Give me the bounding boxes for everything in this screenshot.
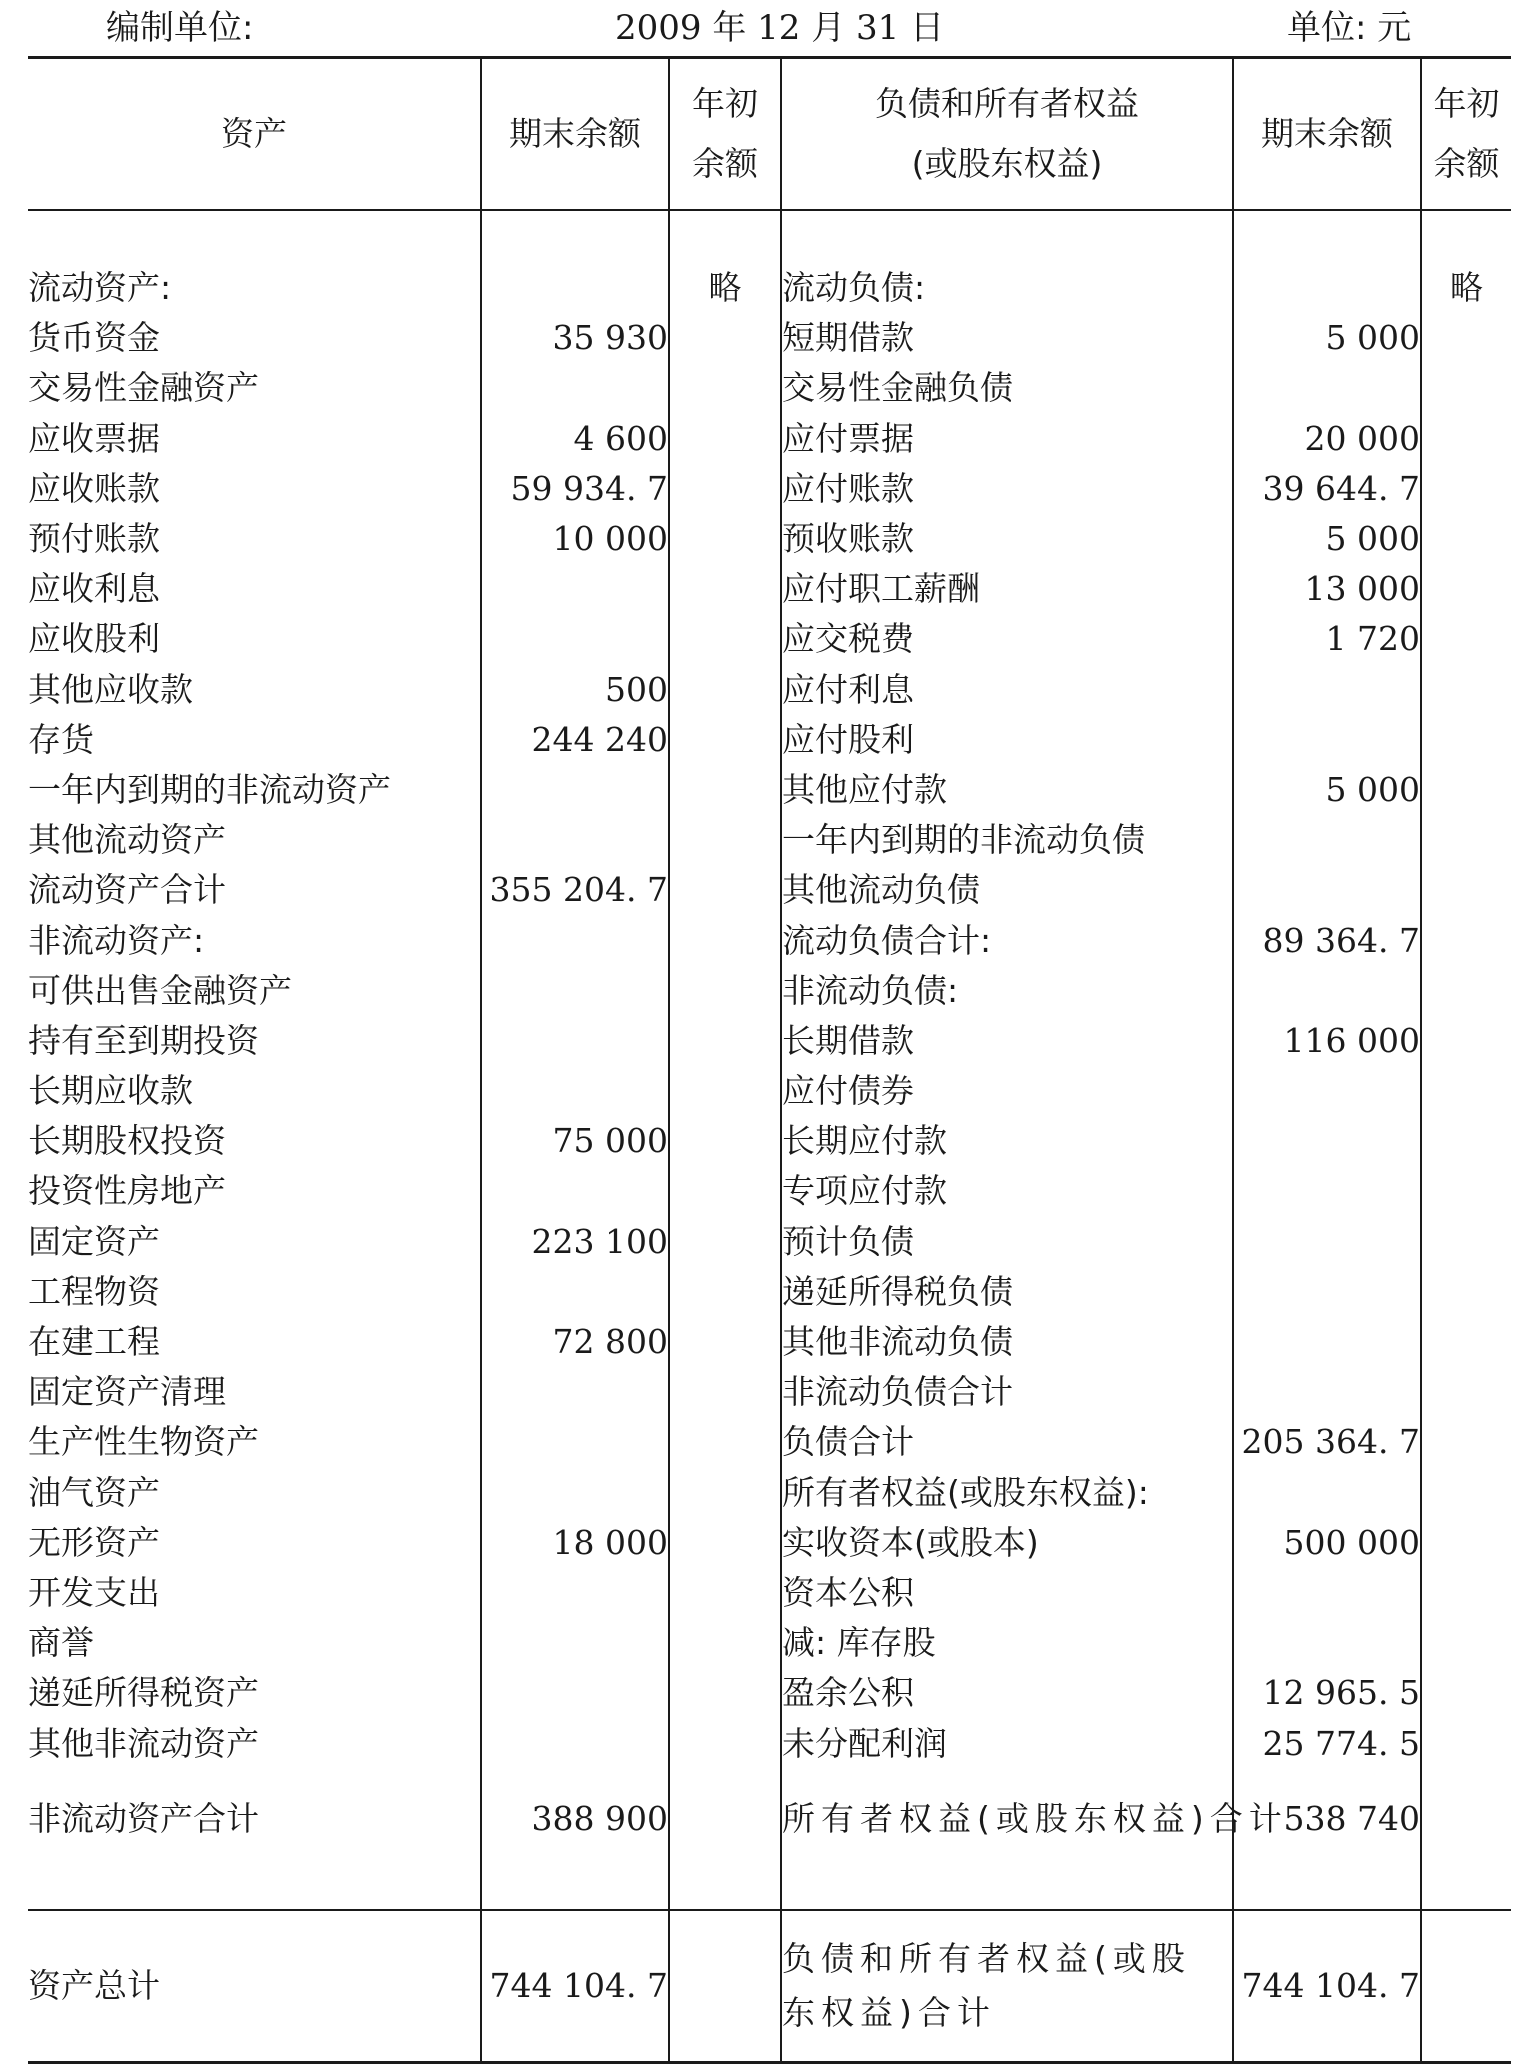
liability-end-balance: 12 965. 5 <box>1233 1668 1421 1718</box>
asset-name: 流动资产合计 <box>28 870 226 910</box>
liability-name: 流动负债合计: <box>781 915 1233 965</box>
asset-end-balance: 59 934. 7 <box>481 464 669 514</box>
asset-end-balance <box>481 1568 669 1618</box>
asset-begin-balance <box>669 464 781 514</box>
asset-begin-balance <box>669 966 781 1016</box>
org-label: 编制单位: <box>106 8 254 48</box>
liability-begin-balance: 略 <box>1421 263 1511 313</box>
liability-end-balance <box>1233 1618 1421 1668</box>
table-row <box>28 1016 1511 1066</box>
asset-name: 应收利息 <box>28 569 160 609</box>
liability-end-balance <box>1233 1367 1421 1417</box>
total-assets-value: 744 104. 7 <box>481 1910 669 2063</box>
table-row <box>28 1116 1511 1166</box>
spacer-row <box>28 210 1511 263</box>
liability-begin-balance <box>1421 1317 1511 1367</box>
asset-begin-balance <box>669 1066 781 1116</box>
asset-begin-balance: 略 <box>669 263 781 313</box>
liability-end-balance: 5 000 <box>1233 765 1421 815</box>
asset-end-balance: 10 000 <box>481 514 669 564</box>
asset-name: 其他流动资产 <box>28 820 226 860</box>
asset-name: 工程物资 <box>28 1271 160 1311</box>
asset-begin-balance <box>669 1317 781 1367</box>
liability-name: 未分配利润 <box>781 1718 1233 1768</box>
liability-end-balance <box>1233 715 1421 765</box>
asset-begin-balance <box>669 313 781 363</box>
liability-name: 非流动负债合计 <box>781 1367 1233 1417</box>
liability-name: 应交税费 <box>781 614 1233 664</box>
liability-end-balance <box>1233 815 1421 865</box>
table-row <box>28 1668 1511 1718</box>
liability-name: 递延所得税负债 <box>781 1267 1233 1317</box>
table-row <box>28 1417 1511 1467</box>
asset-name: 交易性金融资产 <box>28 368 259 408</box>
asset-name: 存货 <box>28 719 94 759</box>
liability-end-balance: 538 740 <box>1233 1769 1421 1869</box>
asset-end-balance <box>481 564 669 614</box>
table-row <box>28 1066 1511 1116</box>
liability-name: 非流动负债: <box>781 966 1233 1016</box>
liability-name: 应付利息 <box>781 665 1233 715</box>
asset-end-balance: 388 900 <box>481 1769 669 1869</box>
asset-name: 应收账款 <box>28 468 160 508</box>
asset-begin-balance <box>669 665 781 715</box>
asset-begin-balance <box>669 1116 781 1166</box>
liability-end-balance <box>1233 1267 1421 1317</box>
asset-begin-balance <box>669 1166 781 1216</box>
col-end-balance: 期末余额 <box>481 58 669 211</box>
col-assets: 资产 <box>28 58 481 211</box>
liability-name: 预计负债 <box>781 1217 1233 1267</box>
asset-name: 一年内到期的非流动资产 <box>28 769 391 809</box>
asset-name: 可供出售金融资产 <box>28 970 292 1010</box>
asset-end-balance <box>481 1417 669 1467</box>
asset-begin-balance <box>669 1668 781 1718</box>
liability-begin-balance <box>1421 865 1511 915</box>
total-liabilities-value: 744 104. 7 <box>1233 1910 1421 2063</box>
liability-name: 长期应付款 <box>781 1116 1233 1166</box>
liability-name: 负债合计 <box>781 1417 1233 1467</box>
col-liabilities: 负债和所有者权益 (或股东权益) <box>781 58 1233 211</box>
liability-begin-balance <box>1421 464 1511 514</box>
liability-end-balance: 20 000 <box>1233 414 1421 464</box>
liability-name: 应付债券 <box>781 1066 1233 1116</box>
liability-name: 所有者权益(或股东权益)合计 <box>781 1769 1233 1869</box>
col-end-balance-right: 期末余额 <box>1233 58 1421 211</box>
table-row <box>28 614 1511 664</box>
liability-begin-balance <box>1421 1116 1511 1166</box>
table-row <box>28 1618 1511 1668</box>
liability-begin-balance <box>1421 815 1511 865</box>
liability-name: 应付职工薪酬 <box>781 564 1233 614</box>
liability-begin-balance <box>1421 1518 1511 1568</box>
unit-label: 单位: 元 <box>1287 8 1412 48</box>
asset-begin-balance <box>669 363 781 413</box>
liability-name: 资本公积 <box>781 1568 1233 1618</box>
table-row <box>28 1317 1511 1367</box>
page-header <box>0 0 1529 56</box>
asset-begin-balance <box>669 915 781 965</box>
liability-end-balance: 1 720 <box>1233 614 1421 664</box>
asset-end-balance: 355 204. 7 <box>481 865 669 915</box>
asset-end-balance <box>481 815 669 865</box>
table-row <box>28 464 1511 514</box>
asset-end-balance <box>481 1166 669 1216</box>
liability-begin-balance <box>1421 915 1511 965</box>
asset-end-balance <box>481 614 669 664</box>
table-row <box>28 966 1511 1016</box>
liability-begin-balance <box>1421 715 1511 765</box>
header-row <box>28 58 1511 211</box>
liability-end-balance <box>1233 1116 1421 1166</box>
total-row <box>28 1910 1511 2063</box>
liability-end-balance <box>1233 865 1421 915</box>
asset-end-balance <box>481 765 669 815</box>
liability-end-balance: 500 000 <box>1233 1518 1421 1568</box>
liability-begin-balance <box>1421 1016 1511 1066</box>
liability-begin-balance <box>1421 363 1511 413</box>
liability-name: 交易性金融负债 <box>781 363 1233 413</box>
liability-begin-balance <box>1421 1166 1511 1216</box>
liability-name: 长期借款 <box>781 1016 1233 1066</box>
liability-end-balance: 116 000 <box>1233 1016 1421 1066</box>
asset-end-balance: 35 930 <box>481 313 669 363</box>
table-row <box>28 1769 1511 1869</box>
asset-end-balance: 72 800 <box>481 1317 669 1367</box>
asset-begin-balance <box>669 1518 781 1568</box>
asset-name: 预付账款 <box>28 519 160 559</box>
table-row <box>28 1166 1511 1216</box>
liability-name: 短期借款 <box>781 313 1233 363</box>
asset-name: 投资性房地产 <box>28 1171 226 1211</box>
table-row <box>28 1367 1511 1417</box>
asset-name: 持有至到期投资 <box>28 1020 259 1060</box>
col-begin-balance-right: 年初 余额 <box>1421 58 1511 211</box>
asset-name: 固定资产清理 <box>28 1372 226 1412</box>
liability-begin-balance <box>1421 1718 1511 1768</box>
asset-end-balance <box>481 1668 669 1718</box>
liability-name: 盈余公积 <box>781 1668 1233 1718</box>
liability-name: 其他应付款 <box>781 765 1233 815</box>
liability-begin-balance <box>1421 1217 1511 1267</box>
liability-end-balance: 39 644. 7 <box>1233 464 1421 514</box>
liability-name: 所有者权益(或股东权益): <box>781 1468 1233 1518</box>
asset-end-balance <box>481 1367 669 1417</box>
asset-end-balance: 4 600 <box>481 414 669 464</box>
total-assets-begin <box>669 1910 781 2063</box>
asset-end-balance: 244 240 <box>481 715 669 765</box>
liability-begin-balance <box>1421 665 1511 715</box>
asset-name: 其他应收款 <box>28 669 193 709</box>
asset-end-balance: 75 000 <box>481 1116 669 1166</box>
asset-begin-balance <box>669 514 781 564</box>
asset-name: 流动资产: <box>28 268 172 308</box>
asset-name: 非流动资产合计 <box>28 1798 259 1838</box>
liability-name: 应付账款 <box>781 464 1233 514</box>
liability-end-balance: 205 364. 7 <box>1233 1417 1421 1467</box>
asset-name: 在建工程 <box>28 1322 160 1362</box>
asset-begin-balance <box>669 614 781 664</box>
liability-begin-balance <box>1421 313 1511 363</box>
liability-begin-balance <box>1421 414 1511 464</box>
asset-end-balance <box>481 1066 669 1116</box>
table-row <box>28 363 1511 413</box>
liability-begin-balance <box>1421 1066 1511 1116</box>
asset-begin-balance <box>669 765 781 815</box>
liability-begin-balance <box>1421 765 1511 815</box>
liability-name: 流动负债: <box>781 263 1233 313</box>
table-row <box>28 1267 1511 1317</box>
liability-name: 实收资本(或股本) <box>781 1518 1233 1568</box>
asset-name: 长期股权投资 <box>28 1121 226 1161</box>
liability-name: 应付票据 <box>781 414 1233 464</box>
table-row <box>28 915 1511 965</box>
asset-end-balance <box>481 1718 669 1768</box>
asset-begin-balance <box>669 865 781 915</box>
liability-begin-balance <box>1421 514 1511 564</box>
asset-begin-balance <box>669 1769 781 1869</box>
liability-begin-balance <box>1421 1267 1511 1317</box>
liability-end-balance <box>1233 1468 1421 1518</box>
liability-end-balance: 5 000 <box>1233 313 1421 363</box>
liability-name: 专项应付款 <box>781 1166 1233 1216</box>
table-row <box>28 564 1511 614</box>
table-row <box>28 414 1511 464</box>
asset-name: 非流动资产: <box>28 920 205 960</box>
liability-name: 一年内到期的非流动负债 <box>781 815 1233 865</box>
asset-name: 开发支出 <box>28 1572 160 1612</box>
liability-end-balance <box>1233 263 1421 313</box>
liability-name: 预收账款 <box>781 514 1233 564</box>
liability-begin-balance <box>1421 1668 1511 1718</box>
asset-end-balance <box>481 966 669 1016</box>
liability-begin-balance <box>1421 564 1511 614</box>
liability-name: 其他非流动负债 <box>781 1317 1233 1367</box>
table-row <box>28 313 1511 363</box>
asset-begin-balance <box>669 1016 781 1066</box>
table-row <box>28 263 1511 313</box>
total-assets-label: 资产总计 <box>28 1910 481 2063</box>
report-date: 2009 年 12 月 31 日 <box>615 8 945 48</box>
asset-end-balance <box>481 1016 669 1066</box>
asset-begin-balance <box>669 1568 781 1618</box>
asset-begin-balance <box>669 1468 781 1518</box>
asset-end-balance <box>481 363 669 413</box>
asset-name: 递延所得税资产 <box>28 1673 259 1713</box>
table-row <box>28 765 1511 815</box>
liability-begin-balance <box>1421 1568 1511 1618</box>
asset-end-balance <box>481 1267 669 1317</box>
liability-end-balance <box>1233 363 1421 413</box>
liability-begin-balance <box>1421 1468 1511 1518</box>
liability-name: 减: 库存股 <box>781 1618 1233 1668</box>
asset-name: 固定资产 <box>28 1221 160 1261</box>
asset-end-balance <box>481 1618 669 1668</box>
asset-begin-balance <box>669 1417 781 1467</box>
liability-name: 其他流动负债 <box>781 865 1233 915</box>
table-row <box>28 1468 1511 1518</box>
balance-sheet-table <box>28 56 1511 2064</box>
total-liabilities-label: 负债和所有者权益(或股东权益)合计 <box>781 1910 1233 2063</box>
asset-end-balance <box>481 1468 669 1518</box>
asset-end-balance: 223 100 <box>481 1217 669 1267</box>
liability-end-balance <box>1233 1317 1421 1367</box>
table-row <box>28 665 1511 715</box>
spacer-row <box>28 1869 1511 1910</box>
liability-end-balance: 13 000 <box>1233 564 1421 614</box>
asset-name: 油气资产 <box>28 1472 160 1512</box>
asset-name: 应收股利 <box>28 619 160 659</box>
liability-end-balance <box>1233 1217 1421 1267</box>
asset-begin-balance <box>669 1267 781 1317</box>
liability-name: 应付股利 <box>781 715 1233 765</box>
table-row <box>28 715 1511 765</box>
table-row <box>28 1217 1511 1267</box>
liability-end-balance <box>1233 1166 1421 1216</box>
asset-name: 其他非流动资产 <box>28 1723 259 1763</box>
liability-begin-balance <box>1421 614 1511 664</box>
asset-end-balance <box>481 263 669 313</box>
table-row <box>28 1718 1511 1768</box>
liability-end-balance <box>1233 966 1421 1016</box>
table-row <box>28 1568 1511 1618</box>
table-row <box>28 865 1511 915</box>
asset-end-balance <box>481 915 669 965</box>
liability-begin-balance <box>1421 1618 1511 1668</box>
asset-end-balance: 500 <box>481 665 669 715</box>
asset-name: 应收票据 <box>28 418 160 458</box>
asset-name: 商誉 <box>28 1623 94 1663</box>
liability-end-balance: 5 000 <box>1233 514 1421 564</box>
liability-begin-balance <box>1421 1367 1511 1417</box>
liability-end-balance <box>1233 1568 1421 1618</box>
table-row <box>28 1518 1511 1568</box>
asset-begin-balance <box>669 715 781 765</box>
asset-name: 货币资金 <box>28 318 160 358</box>
asset-begin-balance <box>669 1618 781 1668</box>
asset-begin-balance <box>669 564 781 614</box>
liability-end-balance <box>1233 1066 1421 1116</box>
col-begin-balance: 年初 余额 <box>669 58 781 211</box>
liability-end-balance <box>1233 665 1421 715</box>
asset-begin-balance <box>669 1217 781 1267</box>
liability-end-balance: 89 364. 7 <box>1233 915 1421 965</box>
asset-name: 长期应收款 <box>28 1071 193 1111</box>
asset-begin-balance <box>669 414 781 464</box>
liability-begin-balance <box>1421 966 1511 1016</box>
total-liabilities-begin <box>1421 1910 1511 2063</box>
liability-end-balance: 25 774. 5 <box>1233 1718 1421 1768</box>
table-row <box>28 514 1511 564</box>
table-row <box>28 815 1511 865</box>
liability-begin-balance <box>1421 1769 1511 1869</box>
asset-begin-balance <box>669 1718 781 1768</box>
asset-name: 生产性生物资产 <box>28 1422 259 1462</box>
asset-end-balance: 18 000 <box>481 1518 669 1568</box>
asset-name: 无形资产 <box>28 1522 160 1562</box>
liability-begin-balance <box>1421 1417 1511 1467</box>
asset-begin-balance <box>669 1367 781 1417</box>
asset-begin-balance <box>669 815 781 865</box>
